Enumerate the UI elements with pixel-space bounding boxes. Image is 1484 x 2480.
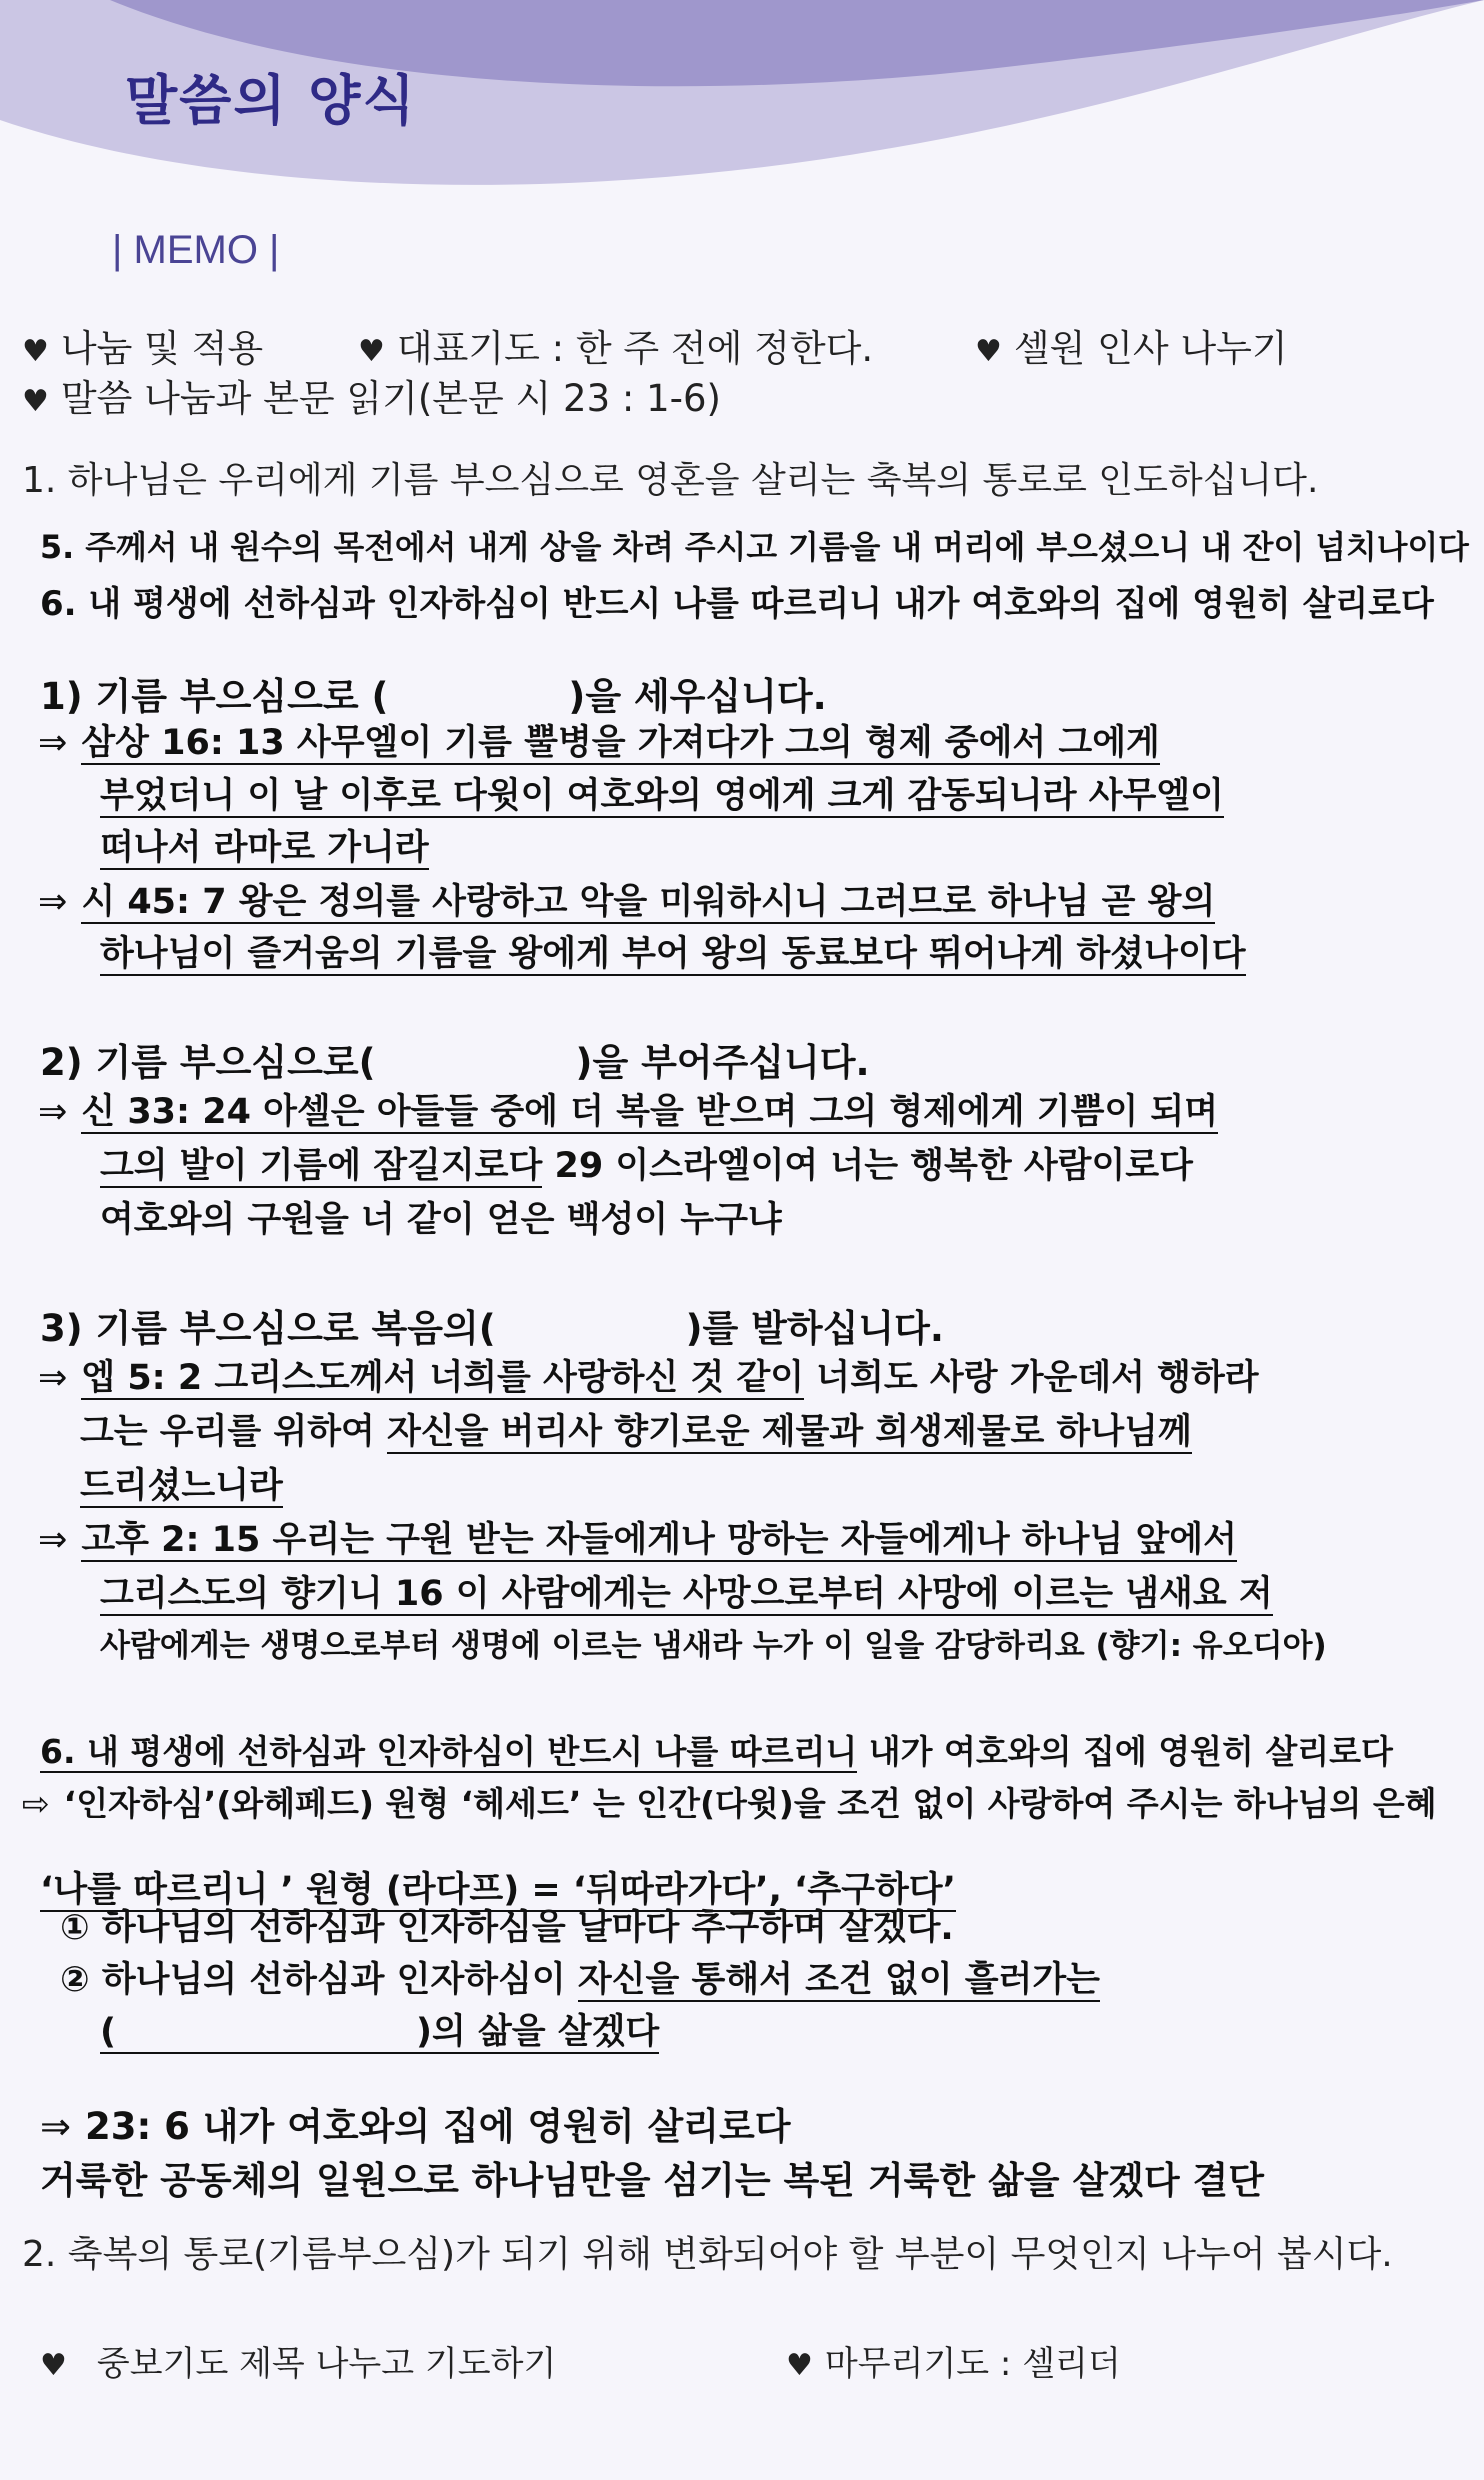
scripture-text: 그는 우리를 위하여 xyxy=(80,1412,388,1452)
arrow-icon: ⇒ xyxy=(38,882,68,922)
ref-3b-line-3 xyxy=(100,1620,1327,1665)
order-line-1 xyxy=(22,318,263,372)
scripture-text: 신 33: 24 아셀은 아들들 중에 더 복을 받으며 그의 형제에게 기쁨이 되며 xyxy=(81,1092,1219,1132)
point-1-post: )을 세우십니다. xyxy=(568,675,827,718)
scripture-text: 여호와의 구원을 너 같이 얻은 백성이 누구냐 xyxy=(100,1200,782,1240)
heart-icon: ♥ xyxy=(358,334,385,369)
scripture-text: 엡 5: 2 그리스도께서 너희를 사랑하신 것 같이 xyxy=(81,1358,805,1398)
memo-label: | MEMO | xyxy=(112,228,280,272)
ref-2a-line-1 xyxy=(38,1084,1218,1134)
question-1: 1. 하나님은 우리에게 기름 부으심으로 영혼을 살리는 축복의 통로로 인도하십니다. xyxy=(22,460,1319,501)
heart-icon: ♥ xyxy=(40,2348,67,2383)
order-item-sharing: 나눔 및 적용 xyxy=(60,327,264,370)
note-text: ‘나를 따르리니 ’ 원형 (라다프) = ‘뒤따라가다’, ‘추구하다’ xyxy=(40,1870,956,1910)
closing-text: 중보기도 제목 나누고 기도하기 xyxy=(96,2344,557,2384)
order-item-prayer: 대표기도 : 한 주 전에 정한다. xyxy=(396,327,874,370)
question-2: 2. 축복의 통로(기름부으심)가 되기 위해 변화되어야 할 부분이 무엇인지 나누어 봅시다. xyxy=(22,2234,1393,2275)
scripture-text: 고후 2: 15 우리는 구원 받는 자들에게나 망하는 자들에게나 하나님 앞에서 xyxy=(81,1520,1237,1560)
scripture-text: 내가 여호와의 집에 영원히 살리로다 xyxy=(857,1732,1393,1771)
ref-1b-line-1 xyxy=(38,874,1215,924)
ref-1a-line-2 xyxy=(100,768,1224,818)
commitment-1 xyxy=(60,1900,954,1950)
arrow-icon: ⇒ xyxy=(38,1092,68,1132)
ref-3b-line-1 xyxy=(38,1512,1237,1562)
commitment-blank xyxy=(100,2012,659,2054)
verse-6: 6. 내 평생에 선하심과 인자하심이 반드시 나를 따르리니 내가 여호와의 집에 영원히 살리로다 xyxy=(40,584,1434,624)
commitment-2-cont xyxy=(100,2004,659,2054)
conclusion-text: 거룩한 공동체의 일원으로 하나님만을 섬기는 복된 거룩한 삶을 살겠다 결단 xyxy=(40,2159,1264,2202)
commitment-2 xyxy=(60,1952,1100,2002)
point-3-pre: 3) 기름 부으심으로 복음의( xyxy=(40,1307,496,1350)
arrow-icon: ⇒ xyxy=(40,2105,72,2148)
arrow-icon: ⇒ xyxy=(38,1520,68,1560)
closing-item-2 xyxy=(786,2336,1121,2385)
page-title: 말씀의 양식 xyxy=(125,69,417,132)
ref-2a-line-2 xyxy=(100,1138,1193,1188)
point-2-title xyxy=(40,1032,870,1086)
scripture-text: 29 이스라엘이여 너는 행복한 사람이로다 xyxy=(542,1146,1193,1186)
scripture-text: 그의 발이 기름에 잠길지로다 xyxy=(100,1146,543,1186)
note-text: ‘인자하심’(와헤페드) 원형 ‘헤세드’ 는 인간(다윗)을 조건 없이 사랑하여 주시는 하나님의 은혜 xyxy=(63,1784,1437,1823)
commitment-text: 자신을 통해서 조건 없이 흘러가는 xyxy=(577,1960,1100,2000)
scripture-text: 시 45: 7 왕은 정의를 사랑하고 악을 미워하시니 그러므로 하나님 곧 왕의 xyxy=(81,882,1216,922)
scripture-text: 하나님이 즐거움의 기름을 왕에게 부어 왕의 동료보다 뛰어나게 하셨나이다 xyxy=(100,934,1246,974)
order-line-4 xyxy=(22,368,721,422)
point-1-pre: 1) 기름 부으심으로 ( xyxy=(40,675,389,718)
heart-icon: ♥ xyxy=(22,334,49,369)
commitment-text: )의 삶을 살겠다 xyxy=(416,2012,660,2052)
arrow-icon: ⇒ xyxy=(38,723,68,763)
scripture-text: 드리셨느니라 xyxy=(80,1466,283,1506)
conclusion-line-1 xyxy=(40,2096,790,2150)
paren-open: ( xyxy=(100,2012,116,2052)
conclusion-text: 23: 6 내가 여호와의 집에 영원히 살리로다 xyxy=(85,2105,791,2148)
conclusion-line-2 xyxy=(40,2150,1264,2204)
order-item-reading: 말씀 나눔과 본문 읽기(본문 시 23 : 1-6) xyxy=(60,377,721,420)
ref-1b-line-2 xyxy=(100,926,1246,976)
scripture-text: 너희도 사랑 가운데서 행하라 xyxy=(804,1358,1259,1398)
ref-1a-line-1 xyxy=(38,715,1160,765)
scripture-text: 부었더니 이 날 이후로 다윗이 여호와의 영에게 크게 감동되니라 사무엘이 xyxy=(100,776,1224,816)
hollow-arrow-icon: ⇨ xyxy=(22,1784,50,1823)
order-line-3 xyxy=(975,318,1288,372)
order-item-greeting: 셀원 인사 나누기 xyxy=(1013,327,1288,370)
scripture-text: 자신을 버리사 향기로운 제물과 희생제물로 하나님께 xyxy=(387,1412,1192,1452)
closing-text: 마무리기도 : 셀리더 xyxy=(824,2344,1121,2384)
closing-item-1 xyxy=(40,2336,556,2385)
point-2-pre: 2) 기름 부으심으로( xyxy=(40,1041,376,1084)
scripture-text: 그리스도의 향기니 16 이 사람에게는 사망으로부터 사망에 이르는 냄새요 저 xyxy=(100,1574,1273,1614)
point-3-post: )를 발하십니다. xyxy=(685,1307,944,1350)
ref-3a-line-1 xyxy=(38,1350,1259,1400)
scripture-text: 삼상 16: 13 사무엘이 기름 뿔병을 가져다가 그의 형제 중에서 그에게 xyxy=(81,723,1160,763)
heart-icon: ♥ xyxy=(22,384,49,419)
heart-icon: ♥ xyxy=(786,2348,813,2383)
verse-6-repeat xyxy=(40,1726,1393,1773)
scripture-text: 사람에게는 생명으로부터 생명에 이르는 냄새라 누가 이 일을 감당하리요 (향기: 유오디아) xyxy=(100,1628,1327,1664)
arrow-icon: ⇒ xyxy=(38,1358,68,1398)
commitment-text: ② 하나님의 선하심과 인자하심이 xyxy=(60,1960,578,2000)
ref-2a-line-3 xyxy=(100,1192,782,1242)
ref-1a-line-3 xyxy=(100,820,429,870)
ref-3a-line-2 xyxy=(80,1404,1192,1454)
point-2-post: )을 부어주십니다. xyxy=(575,1041,870,1084)
scripture-text: 6. 내 평생에 선하심과 인자하심이 반드시 나를 따르리니 xyxy=(40,1732,858,1771)
point-3-title xyxy=(40,1298,944,1352)
scripture-text: 떠나서 라마로 가니라 xyxy=(100,828,429,868)
hesed-note xyxy=(22,1778,1437,1825)
ref-3b-line-2 xyxy=(100,1566,1273,1616)
order-line-2 xyxy=(358,318,873,372)
ref-3a-line-3 xyxy=(80,1458,283,1508)
heart-icon: ♥ xyxy=(975,334,1002,369)
verse-5: 5. 주께서 내 원수의 목전에서 내게 상을 차려 주시고 기름을 내 머리에 부으셨으니 내 잔이 넘치나이다 xyxy=(40,529,1469,566)
point-1-title xyxy=(40,666,827,720)
commitment-text: ① 하나님의 선하심과 인자하심을 날마다 추구하며 살겠다. xyxy=(60,1908,954,1948)
